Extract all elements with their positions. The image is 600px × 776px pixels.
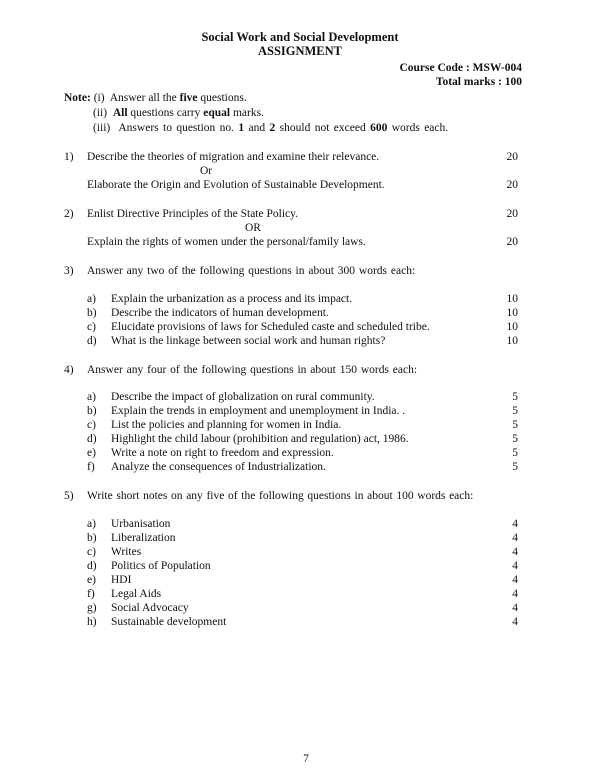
page-subtitle: ASSIGNMENT [257,44,343,58]
list-item: Writes [111,546,142,558]
list-item: Social Advocacy [111,602,189,614]
list-item-marks: 5 [512,405,518,417]
note-ii-text: questions carry [127,107,204,119]
list-item-label: b) [87,405,97,417]
note-block [64,92,247,104]
list-item: List the policies and planning for women in India. [111,419,342,431]
note-ii-emph1: All [112,107,128,119]
q3-instruction: Answer any two of the following questions in about 300 words each: [87,265,416,277]
q1-option-b-marks: 20 [506,179,518,191]
q1-option-a-marks: 20 [506,151,518,163]
list-item: Write a note on right to freedom and expression. [111,447,334,459]
list-item-marks: 4 [512,560,518,572]
list-item: Legal Aids [111,588,162,600]
note-i-emph: five [179,92,198,104]
note-iii-end: words each. [387,122,449,134]
list-item: Urbanisation [111,518,171,530]
list-item-marks: 10 [506,335,518,347]
list-item: Describe the indicators of human development. [111,307,329,319]
list-item-label: d) [87,335,97,347]
list-item: Explain the trends in employment and unemployment in India. . [111,405,406,417]
list-item-label: e) [87,574,96,586]
note-ii-num: (ii) [93,107,108,119]
note-iii-limit: 600 [370,122,388,134]
q2-number: 2) [64,208,74,220]
list-item-marks: 4 [512,602,518,614]
page-number: 7 [303,753,309,765]
list-item-label: f) [87,588,95,600]
list-item-marks: 4 [512,518,518,530]
note-ii-end: marks. [230,107,264,119]
note-i-num: (i) [93,92,105,104]
q2-option-a: Enlist Directive Principles of the State Policy. [87,208,299,220]
q5-instruction: Write short notes on any five of the following questions in about 100 words each: [87,490,474,502]
q1-option-a: Describe the theories of migration and examine their relevance. [87,151,380,163]
list-item-label: a) [87,391,96,403]
list-item-label: f) [87,461,95,473]
list-item: What is the linkage between social work and human rights? [111,335,386,347]
course-code: Course Code : MSW-004 [399,62,522,74]
list-item: Analyze the consequences of Industrialization. [111,461,326,473]
note-iii-q2: 2 [269,122,276,134]
list-item-label: c) [87,321,96,333]
list-item: Describe the impact of globalization on rural community. [111,391,375,403]
q2-option-a-marks: 20 [506,208,518,220]
note-label: Note: [64,92,91,104]
note-iii-text1: Answers to question no. [118,122,239,134]
q4-number: 4) [64,364,74,376]
list-item: Politics of Population [111,560,211,572]
list-item: Highlight the child labour (prohibition and regulation) act, 1986. [111,433,409,445]
list-item-label: a) [87,518,96,530]
note-iii-q1: 1 [238,122,245,134]
list-item-label: d) [87,433,97,445]
list-item-marks: 4 [512,546,518,558]
q2-option-b-marks: 20 [506,236,518,248]
list-item: Elucidate provisions of laws for Scheduled caste and scheduled tribe. [111,321,430,333]
list-item-label: c) [87,546,96,558]
list-item-marks: 4 [512,574,518,586]
list-item-marks: 5 [512,391,518,403]
list-item-marks: 10 [506,321,518,333]
q5-number: 5) [64,490,74,502]
q4-instruction: Answer any four of the following questions in about 150 words each: [87,364,418,376]
q1-or: Or [200,165,213,177]
q1-option-b: Elaborate the Origin and Evolution of Sustainable Development. [87,179,385,191]
note-iii [93,122,448,134]
note-i-end: questions. [197,92,247,104]
note-ii-emph2: equal [203,107,231,119]
note-ii [93,107,264,119]
list-item-marks: 5 [512,461,518,473]
q3-number: 3) [64,265,74,277]
q1-number: 1) [64,151,74,163]
list-item: Explain the urbanization as a process and its impact. [111,293,353,305]
note-iii-text2: and [244,122,270,134]
note-iii-num: (iii) [93,122,111,134]
list-item-label: c) [87,419,96,431]
list-item-marks: 10 [506,293,518,305]
list-item-label: b) [87,307,97,319]
note-i-text: Answer all the [109,92,180,104]
list-item-marks: 5 [512,433,518,445]
list-item-label: a) [87,293,96,305]
list-item: Liberalization [111,532,176,544]
list-item: HDI [111,574,132,586]
list-item-marks: 5 [512,419,518,431]
list-item-marks: 5 [512,447,518,459]
list-item-marks: 4 [512,616,518,628]
list-item-marks: 10 [506,307,518,319]
list-item-label: b) [87,532,97,544]
list-item-label: e) [87,447,96,459]
list-item-marks: 4 [512,532,518,544]
q2-option-b: Explain the rights of women under the personal/family laws. [87,236,366,248]
list-item-label: d) [87,560,97,572]
total-marks: Total marks : 100 [435,76,522,88]
list-item: Sustainable development [111,616,227,628]
list-item-marks: 4 [512,588,518,600]
note-iii-text3: should not exceed [275,122,371,134]
list-item-label: h) [87,616,97,628]
list-item-label: g) [87,602,97,614]
page-title: Social Work and Social Development [201,30,399,44]
q2-or: OR [245,222,261,234]
